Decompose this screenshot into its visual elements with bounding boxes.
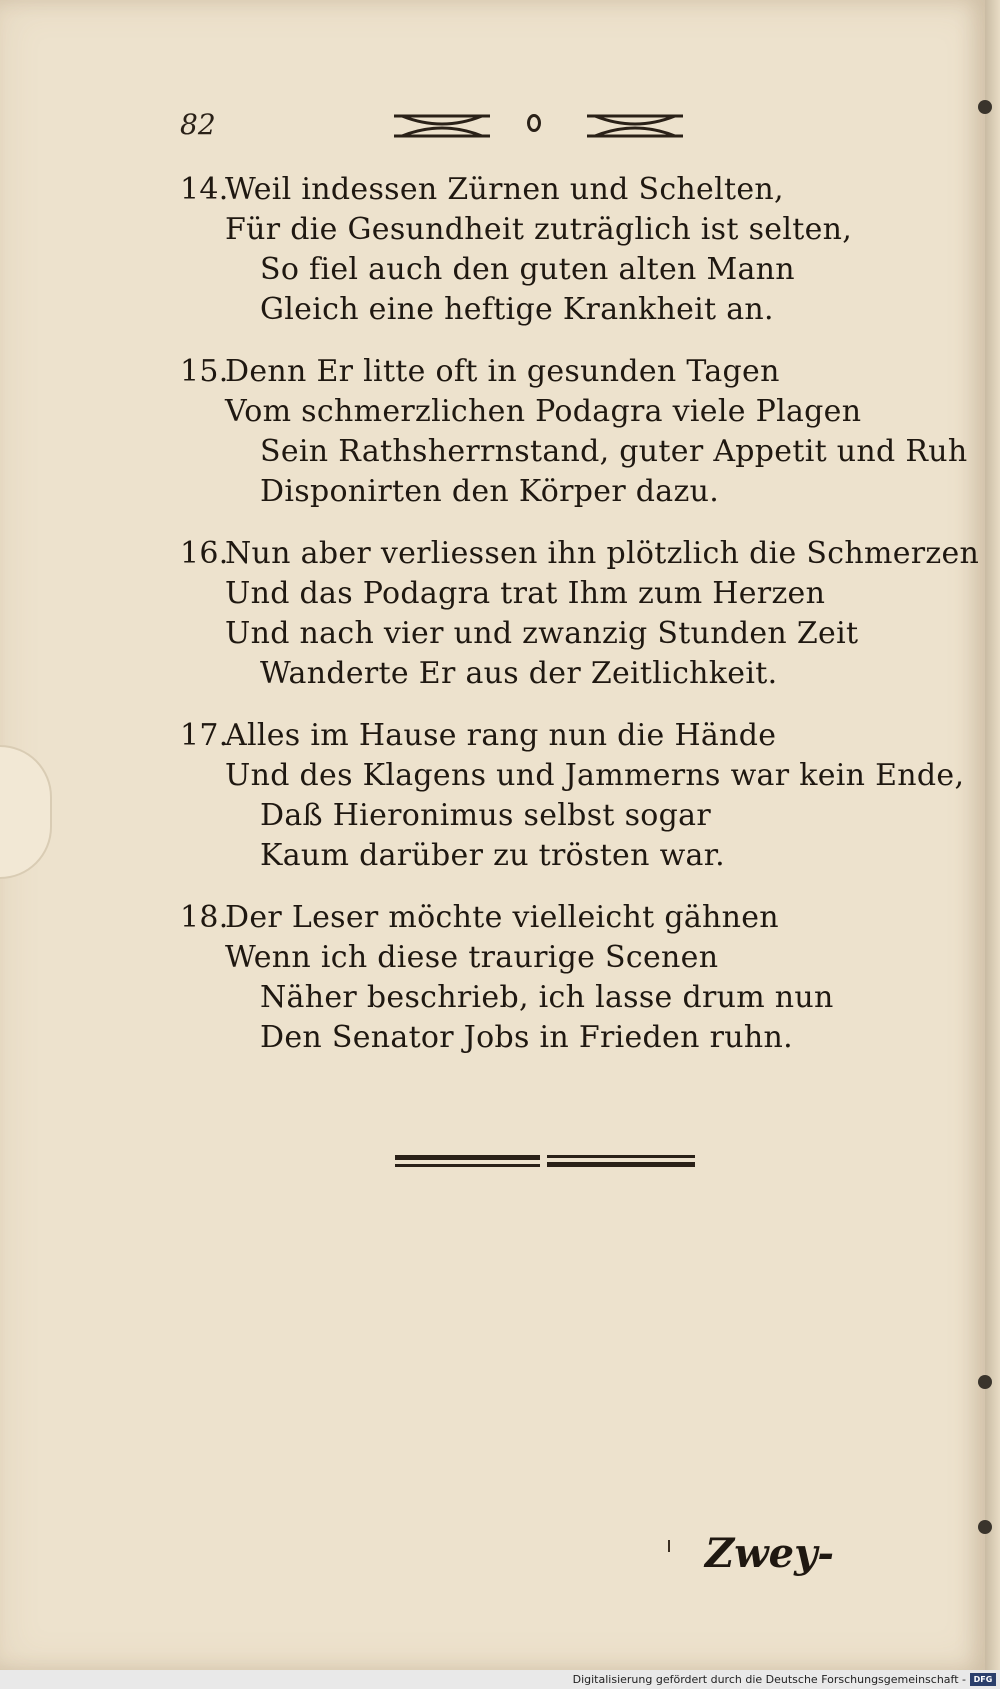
pin-icon (978, 1520, 992, 1534)
ornament-dot-icon (527, 114, 541, 132)
verse-line: Daß Hieronimus selbst sogar (260, 798, 711, 833)
verse-line: Der Leser möchte vielleicht gähnen (225, 900, 779, 935)
ink-mark (668, 1540, 670, 1552)
ornament-right-icon (585, 112, 685, 140)
verse-line: Den Senator Jobs in Frieden ruhn. (260, 1020, 793, 1055)
verse-line: Wanderte Er aus der Zeitlichkeit. (260, 656, 778, 691)
verse-line: So fiel auch den guten alten Mann (260, 252, 795, 287)
verse-line: Weil indessen Zürnen und Schelten, (225, 172, 784, 207)
verse-line: Und nach vier und zwanzig Stunden Zeit (225, 616, 859, 651)
stanza-number: 16. (180, 536, 229, 571)
page-number: 82 (180, 108, 216, 141)
section-divider (395, 1153, 695, 1171)
verse-line: Alles im Hause rang nun die Hände (225, 718, 777, 753)
stanza (180, 716, 965, 876)
verse-line: Und das Podagra trat Ihm zum Herzen (225, 576, 826, 611)
verse-line: Kaum darüber zu trösten war. (260, 838, 725, 873)
stanza-number: 17. (180, 718, 229, 753)
stanza-number: 18. (180, 900, 229, 935)
dfg-logo-icon: DFG (970, 1673, 996, 1686)
stanza (180, 352, 968, 512)
stanza-number: 15. (180, 354, 229, 389)
verse-line: Denn Er litte oft in gesunden Tagen (225, 354, 780, 389)
footer-credit: Digitalisierung gefördert durch die Deutsche Forschungsgemeinschaft - (0, 1670, 1000, 1689)
catchword: Zwey- (705, 1530, 834, 1577)
verse-line: Nun aber verliessen ihn plötzlich die Schmerzen (225, 536, 980, 571)
ornament-left-icon (392, 112, 492, 140)
verse-line: Vom schmerzlichen Podagra viele Plagen (225, 394, 862, 429)
stanza-number: 14. (180, 172, 229, 207)
verse-line: Und des Klagens und Jammerns war kein Ende, (225, 758, 965, 793)
pin-icon (978, 100, 992, 114)
pin-icon (978, 1375, 992, 1389)
verse-line: Disponirten den Körper dazu. (260, 474, 720, 509)
verse-line: Näher beschrieb, ich lasse drum nun (260, 980, 834, 1015)
poem-body (180, 170, 980, 1080)
stanza (180, 898, 920, 1058)
stanza (180, 534, 980, 694)
verse-line: Wenn ich diese traurige Scenen (225, 940, 719, 975)
stanza (180, 170, 920, 330)
verse-line: Gleich eine heftige Krankheit an. (260, 292, 774, 327)
verse-line: Sein Rathsherrnstand, guter Appetit und Ruh (260, 434, 968, 469)
verse-line: Für die Gesundheit zuträglich ist selten, (225, 212, 853, 247)
